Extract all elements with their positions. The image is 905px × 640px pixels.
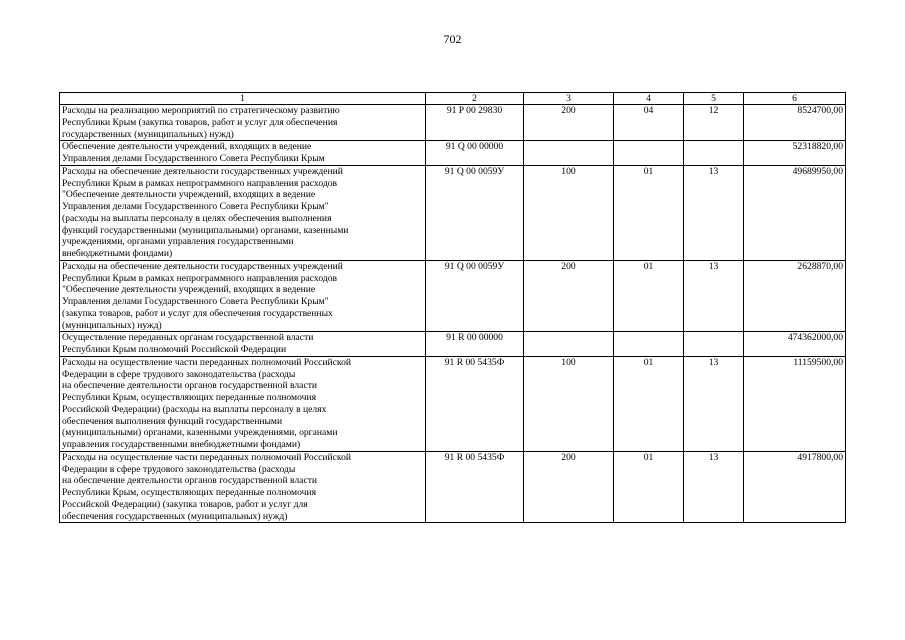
section-code: 04: [614, 105, 684, 141]
table-row: [60, 260, 846, 332]
section-code: [614, 141, 684, 166]
section-code: 01: [614, 260, 684, 332]
row-description: Расходы на осуществление части переданных полномочий Российской Федерации в сфере трудового законодательства (расходы на обеспечение деятельности органов государственной власти Республики Крым, осуществляющих переданные полномочия Российской Федерации) (расходы на выплаты персоналу в целях обеспечения выполнения функций государственными (муниципальными) органами, казенными учреждениями, органами управления государственными внебюджетными фондами): [60, 356, 426, 451]
section-code: 01: [614, 356, 684, 451]
column-number: 4: [614, 93, 684, 105]
subsection-code: 13: [684, 260, 744, 332]
expense-type-code: 100: [524, 165, 614, 260]
subsection-code: [684, 141, 744, 166]
target-article-code: 91 R 00 00000: [426, 332, 524, 357]
budget-table-body: [60, 105, 846, 523]
expense-type-code: 200: [524, 105, 614, 141]
subsection-code: 12: [684, 105, 744, 141]
expense-type-code: 200: [524, 260, 614, 332]
column-number: 3: [524, 93, 614, 105]
amount-value: 2628870,00: [744, 260, 846, 332]
expense-type-code: [524, 141, 614, 166]
subsection-code: [684, 332, 744, 357]
target-article-code: 91 Q 00 0059У: [426, 260, 524, 332]
row-description: Расходы на обеспечение деятельности государственных учреждений Республики Крым в рамках непрограммного направления расходов "Обеспечение деятельности учреждений, входящих в ведение Управления делами Государственного Совета Республики Крым" (расходы на выплаты персоналу в целях обеспечения выполнения функций государственными (муниципальными) органами, казенными учреждениями, органами управления государственными внебюджетными фондами): [60, 165, 426, 260]
row-description: Обеспечение деятельности учреждений, входящих в ведение Управления делами Государственного Совета Республики Крым: [60, 141, 426, 166]
row-description: Расходы на осуществление части переданных полномочий Российской Федерации в сфере трудового законодательства (расходы на обеспечение деятельности органов государственной власти Республики Крым, осуществляющих переданные полномочия Российской Федерации) (закупка товаров, работ и услуг для обеспечения государственных (муниципальных) нужд): [60, 451, 426, 523]
table-row: [60, 356, 846, 451]
table-row: [60, 165, 846, 260]
row-description: Осуществление переданных органам государственной власти Республики Крым полномочий Российской Федерации: [60, 332, 426, 357]
page-number: 702: [443, 32, 462, 46]
target-article-code: 91 P 00 29830: [426, 105, 524, 141]
section-code: [614, 332, 684, 357]
subsection-code: 13: [684, 451, 744, 523]
amount-value: 49689950,00: [744, 165, 846, 260]
table-row: [60, 141, 846, 166]
target-article-code: 91 R 00 5435Ф: [426, 356, 524, 451]
target-article-code: 91 R 00 5435Ф: [426, 451, 524, 523]
section-code: 01: [614, 165, 684, 260]
column-number: 5: [684, 93, 744, 105]
target-article-code: 91 Q 00 0059У: [426, 165, 524, 260]
target-article-code: 91 Q 00 00000: [426, 141, 524, 166]
amount-value: 52318820,00: [744, 141, 846, 166]
subsection-code: 13: [684, 165, 744, 260]
amount-value: 474362000,00: [744, 332, 846, 357]
section-code: 01: [614, 451, 684, 523]
amount-value: 4917800,00: [744, 451, 846, 523]
expense-type-code: 200: [524, 451, 614, 523]
table-row: [60, 332, 846, 357]
amount-value: 8524700,00: [744, 105, 846, 141]
column-number-row: [60, 93, 846, 105]
budget-table: [59, 92, 846, 523]
expense-type-code: 100: [524, 356, 614, 451]
subsection-code: 13: [684, 356, 744, 451]
amount-value: 11159500,00: [744, 356, 846, 451]
column-number: 1: [60, 93, 426, 105]
column-number: 2: [426, 93, 524, 105]
row-description: Расходы на реализацию мероприятий по стратегическому развитию Республики Крым (закупка товаров, работ и услуг для обеспечения государственных (муниципальных) нужд): [60, 105, 426, 141]
row-description: Расходы на обеспечение деятельности государственных учреждений Республики Крым в рамках непрограммного направления расходов "Обеспечение деятельности учреждений, входящих в ведение Управления делами Государственного Совета Республики Крым" (закупка товаров, работ и услуг для обеспечения государственных (муниципальных) нужд): [60, 260, 426, 332]
expense-type-code: [524, 332, 614, 357]
table-row: [60, 105, 846, 141]
column-number: 6: [744, 93, 846, 105]
table-row: [60, 451, 846, 523]
